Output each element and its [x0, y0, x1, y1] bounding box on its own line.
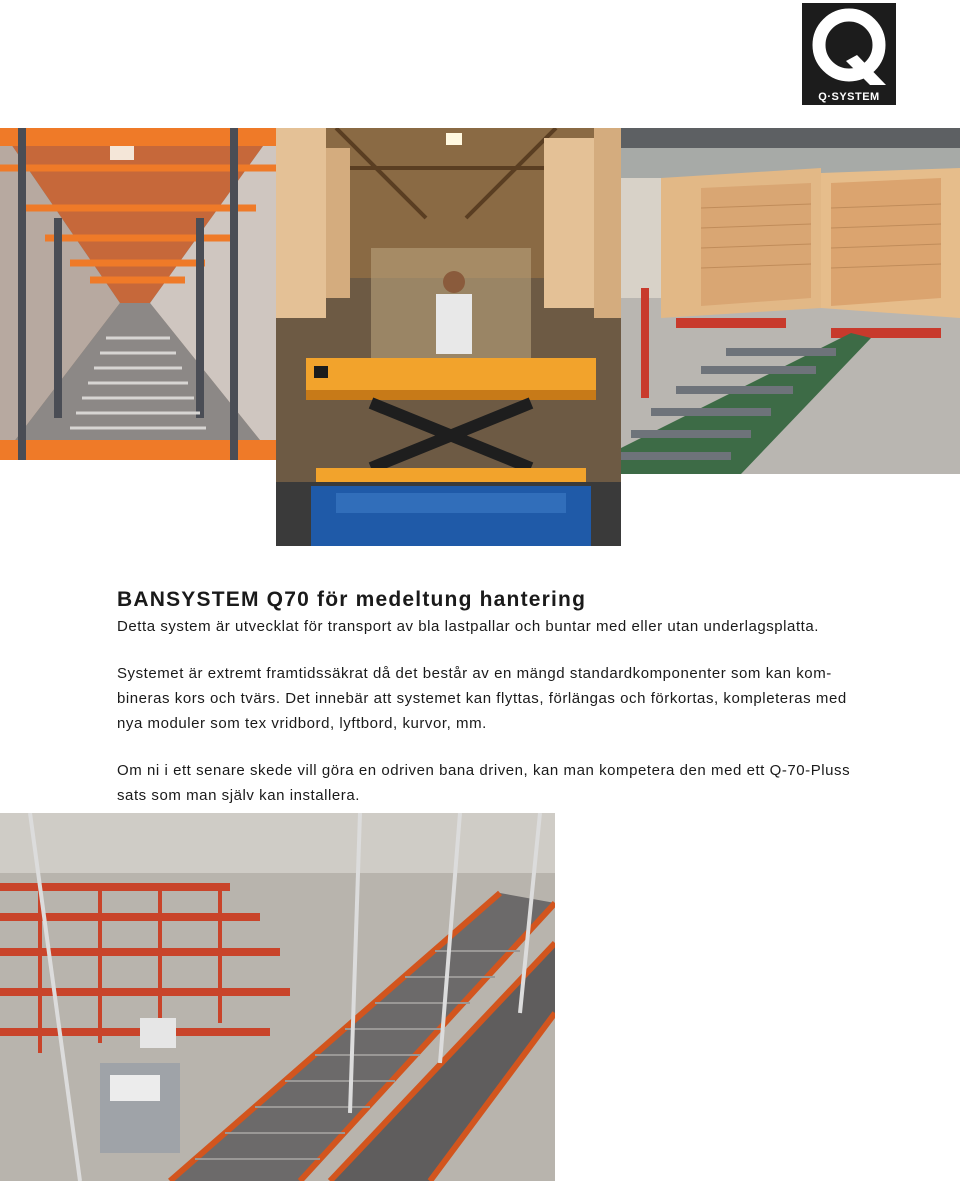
logo-text: Q·SYSTEM — [818, 91, 880, 103]
para3-line2: sats som man själv kan installera. — [117, 787, 360, 804]
photo-pallet-rack-tunnel — [0, 128, 276, 460]
description-paragraph — [117, 661, 917, 736]
para2-line1: Systemet är extremt framtidssäkrat då det består av en mängd standardkomponenter som kan kom- — [117, 665, 832, 682]
para2-line3: nya moduler som tex vridbord, lyftbord, kurvor, mm. — [117, 715, 487, 732]
upgrade-paragraph — [117, 758, 917, 808]
photo-wood-pallet-conveyor — [621, 128, 960, 474]
q-system-logo — [802, 3, 896, 105]
intro-text: Detta system är utvecklat för transport av bla lastpallar och buntar med eller utan underlagsplatta. — [117, 618, 819, 635]
para3-line1: Om ni i ett senare skede vill göra en odriven bana driven, kan man kompetera den med ett Q-70-Pluss — [117, 762, 851, 779]
article-heading: BANSYSTEM Q70 för medeltung hantering — [117, 588, 587, 611]
intro-paragraph — [117, 614, 917, 639]
q-system-logo-icon — [802, 3, 896, 89]
photo-lift-table — [276, 128, 621, 546]
para2-line2: bineras kors och tvärs. Det innebär att systemet kan flyttas, förlängas och förkortas, kompleteras med — [117, 690, 847, 707]
photo-conveyor-hall — [0, 813, 555, 1181]
